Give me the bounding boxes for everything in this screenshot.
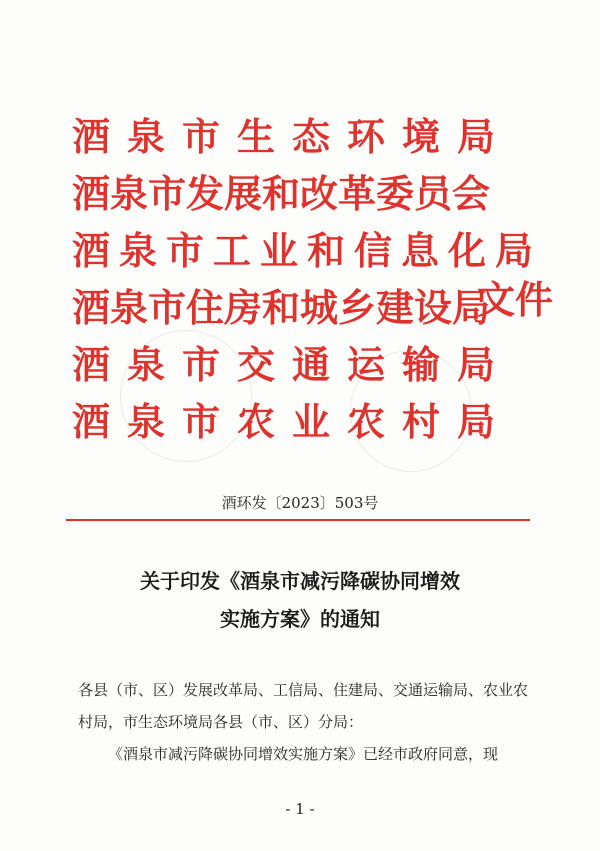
body-paragraph: 《酒泉市减污降碳协同增效实施方案》已经市政府同意，现 bbox=[108, 745, 499, 763]
issuer-name: 酒泉市住房和城乡建设局 bbox=[72, 284, 491, 330]
issuer-name: 酒泉市农业农村局 bbox=[72, 398, 513, 444]
issuer-header bbox=[72, 108, 552, 450]
document-word: 文件 bbox=[477, 277, 554, 322]
red-divider bbox=[66, 519, 530, 521]
addressee: 各县（市、区）发展改革局、工信局、住建局、交通运输局、农业农村局，市生态环境局各县（市、区）分局： bbox=[78, 681, 529, 731]
issuer-name: 酒泉市生态环境局 bbox=[72, 113, 513, 159]
issuer-name: 酒泉市发展和改革委员会 bbox=[72, 170, 491, 216]
title-line-2: 实施方案》的通知 bbox=[220, 607, 380, 631]
title-line-1: 关于印发《酒泉市减污降碳协同增效 bbox=[140, 569, 460, 593]
page-number: - 1 - bbox=[285, 800, 315, 818]
issuer-name: 酒泉市交通运输局 bbox=[72, 341, 513, 387]
document-title bbox=[0, 562, 600, 638]
document-number: 酒环发〔2023〕503号 bbox=[221, 494, 379, 512]
issuer-name: 酒泉市工业和信息化局 bbox=[72, 227, 543, 273]
document-body bbox=[78, 674, 528, 770]
